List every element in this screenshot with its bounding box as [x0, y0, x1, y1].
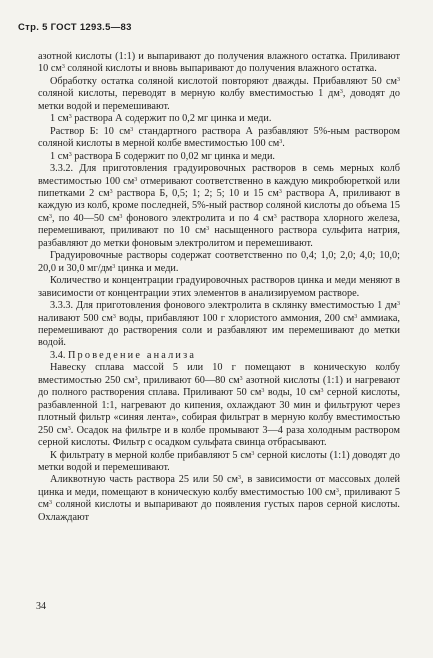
paragraph: Раствор Б: 10 $см^3$ стандартного раствора А разбавляют 5%-ным раствором соляной кислоты в мерной колбе вместимостью 100 $см^3$. [38, 125, 400, 150]
paragraph: К фильтрату в мерной колбе прибавляют 5 $см^3$ серной кислоты (1:1) доводят до метки водой и перемешивают. [38, 449, 400, 473]
paragraph: 3.3.2. Для приготовления градуировочных растворов в семь мерных колб вместимостью 100 $см^3$ отмеривают соответственно в каждую микробюреткой или пипетками 2 $см^3$ раствора Б, 0,5; 1; 2; 5; 10 и 15 $см^3$ раствора А, приливают в каждую из колб, кроме последней, 5%-ный раствор соляной кислоты до объема 15 $см^3$, по 40—50 $см^3$ фонового электролита и по 4 $см^3$ раствора хлорного железа, перемешивают, приливают по 10 $см^3$ насыщенного раствора сульфита натрия, разбавляют до метки фоновым электролитом и перемешивают. [38, 163, 401, 249]
paragraph: 3.3.3. Для приготовления фонового электролита в склянку вместимостью 1 $дм^3$ наливают 500 $см^3$ воды, прибавляют 100 г хлористого аммония, 200 $см^3$ аммиака, перемешивают до растворения соли и разбавляют им перемешивают до метки водой. [38, 300, 400, 349]
paragraph: азотной кислоты (1:1) и выпаривают до получения влажного остатка. Приливают 10 $см^3$ соляной кислоты и вновь выпаривают до получения влажного остатка. [38, 51, 400, 75]
paragraph: Количество и концентрации градуировочных растворов цинка и меди меняют в зависимости от концентрации этих элементов в анализируемом растворе. [38, 275, 400, 299]
paragraph: Аликвотную часть раствора 25 или 50 $см^3$, в зависимости от массовых долей цинка и меди, помещают в коническую колбу вместимостью 100 $см^3$, приливают 5 $см^3$ соляной кислоты и выпаривают до появления густых паров серной кислоты. Охлаждают [38, 474, 400, 523]
page-header: Стр. 5 ГОСТ 1293.5—83 [18, 22, 132, 33]
paragraph: Обработку остатка соляной кислотой повторяют дважды. Прибавляют 50 $см^3$ соляной кислоты, переводят в мерную колбу вместимостью 1 $дм^3$, доводят до метки водой и перемешивают. [38, 75, 400, 112]
paragraph: Навеску сплава массой 5 или 10 г помещают в коническую колбу вместимостью 250 $см^3$, приливают 60—80 $см^3$ азотной кислоты (1:1) и нагревают до полного растворения сплава. Приливают 50 $см^3$ воды, 10 $см^3$ серной кислоты, разбавленной 1:1, нагревают до кипения, охлаждают 30 мин и фильтруют через плотный фильтр «синяя лента», собирая фильтрат в мерную колбу вместимостью 250 $см^3$. Осадок на фильтре и в колбе промывают 3—4 раза холодным раствором серной кислоты. Фильтр с осадком сульфата свинца отбрасывают. [38, 362, 400, 449]
section-heading: 3.4. Проведение анализа [50, 349, 197, 361]
paragraph: 1 $см^3$ раствора А содержит по 0,2 мг цинка и меди. [50, 113, 272, 125]
page-number: 34 [36, 601, 46, 612]
paragraph: 1 $см^3$ раствора Б содержит по 0,02 мг цинка и меди. [50, 150, 275, 162]
paragraph: Градуировочные растворы содержат соответственно по 0,4; 1,0; 2,0; 4,0; 10,0; 20,0 и 30,0 $мг/дм^3$ цинка и меди. [38, 250, 400, 274]
document-body [38, 51, 400, 524]
